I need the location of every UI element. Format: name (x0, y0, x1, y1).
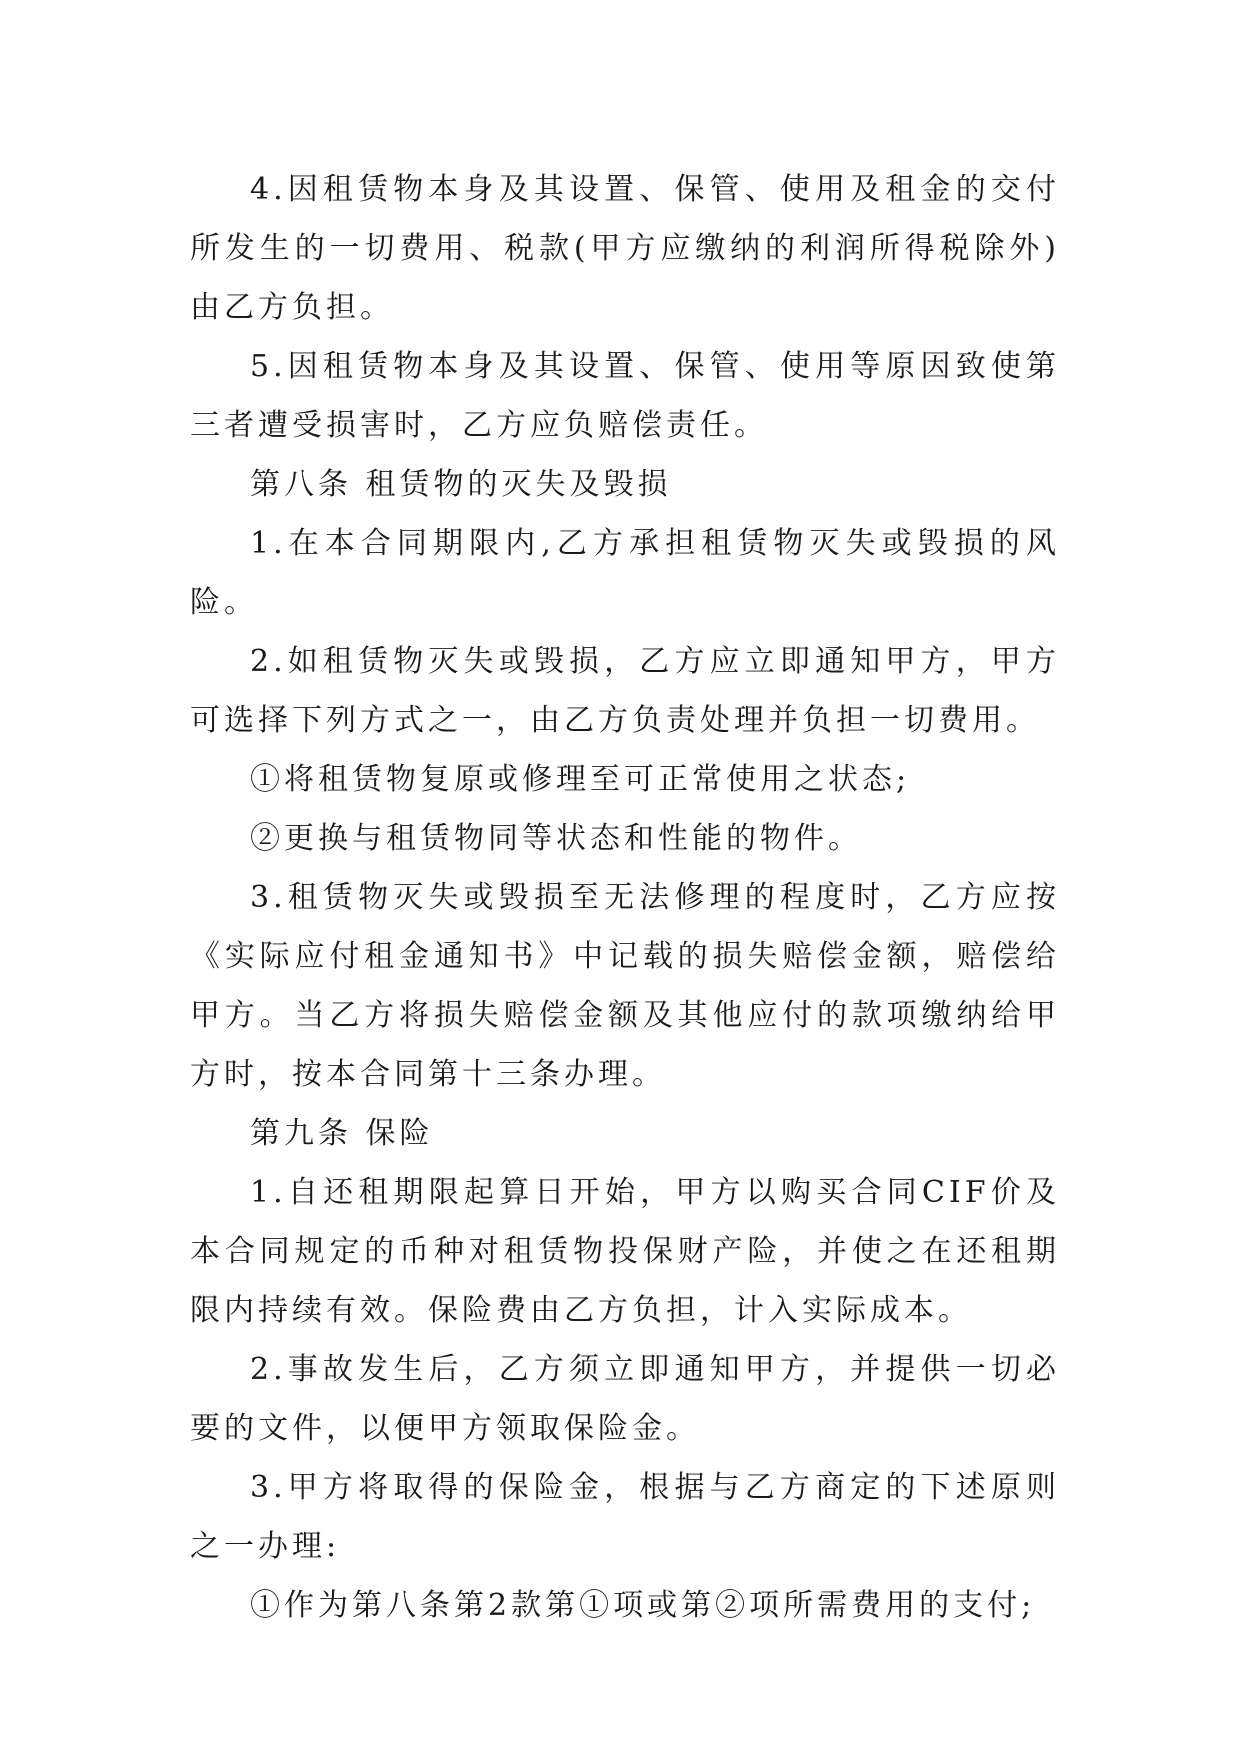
paragraph-article-9-option-1: ①作为第八条第2款第①项或第②项所需费用的支付; (250, 1588, 1036, 1623)
paragraph-article-8-item-1: 1.在本合同期限内,乙方承担租赁物灭失或毁损的风险。 (190, 526, 1060, 620)
paragraph-article-9-item-3: 3.甲方将取得的保险金，根据与乙方商定的下述原则之一办理: (190, 1470, 1060, 1564)
document-body (190, 160, 1060, 1635)
paragraph-clause-7-item-4: 4.因租赁物本身及其设置、保管、使用及租金的交付所发生的一切费用、税款(甲方应缴纳的利润所得税除外)由乙方负担。 (190, 172, 1060, 325)
paragraph-article-8-option-1: ①将租赁物复原或修理至可正常使用之状态; (250, 762, 911, 797)
paragraph-article-8-option-2: ②更换与租赁物同等状态和性能的物件。 (250, 821, 862, 856)
paragraph-article-8-item-3: 3.租赁物灭失或毁损至无法修理的程度时，乙方应按《实际应付租金通知书》中记载的损失赔偿金额，赔偿给甲方。当乙方将损失赔偿金额及其他应付的款项缴纳给甲方时，按本合同第十三条办理。 (190, 880, 1060, 1092)
heading-article-9: 第九条 保险 (250, 1116, 434, 1151)
paragraph-article-9-item-1: 1.自还租期限起算日开始，甲方以购买合同CIF价及本合同规定的币种对租赁物投保财产险，并使之在还租期限内持续有效。保险费由乙方负担，计入实际成本。 (190, 1175, 1060, 1328)
paragraph-clause-7-item-5: 5.因租赁物本身及其设置、保管、使用等原因致使第三者遭受损害时，乙方应负赔偿责任。 (190, 349, 1060, 443)
paragraph-article-8-item-2: 2.如租赁物灭失或毁损，乙方应立即通知甲方，甲方可选择下列方式之一，由乙方负责处理并负担一切费用。 (190, 644, 1060, 738)
heading-article-8: 第八条 租赁物的灭失及毁损 (250, 467, 672, 502)
paragraph-article-9-item-2: 2.事故发生后，乙方须立即通知甲方，并提供一切必要的文件，以便甲方领取保险金。 (190, 1352, 1060, 1446)
